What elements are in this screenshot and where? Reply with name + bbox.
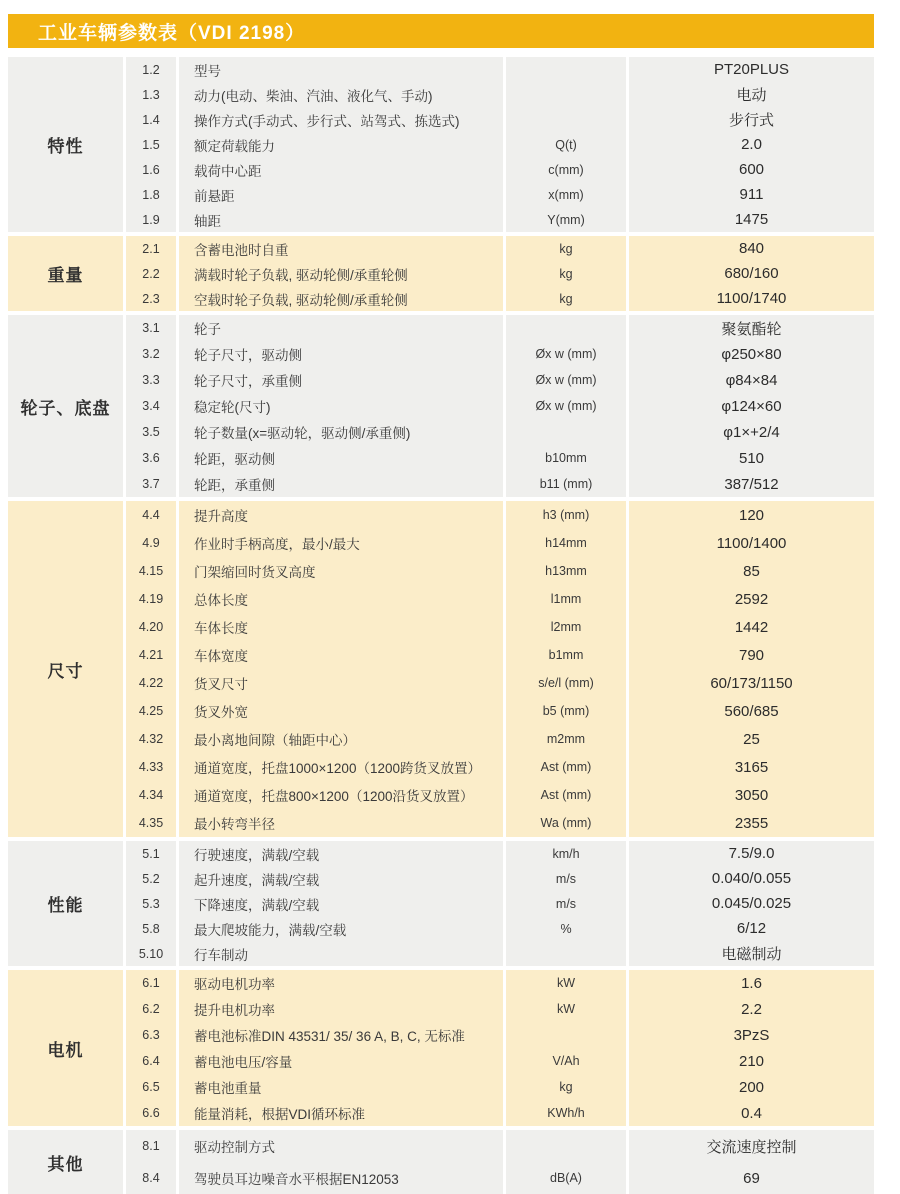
param-desc-cell: 通道宽度，托盘800×1200（1200沿货叉放置） — [194, 789, 474, 804]
param-unit-cell — [506, 82, 626, 107]
param-number-cell: 4.15 — [138, 564, 164, 578]
param-number-cell: 2.1 — [142, 241, 160, 256]
param-value-cell: 1.6 — [741, 974, 762, 992]
section-label: 性能 — [47, 896, 84, 915]
param-desc-cell: 行驶速度，满载/空载 — [194, 847, 320, 863]
param-desc-cell: 最小离地间隙（轴距中心） — [194, 733, 356, 748]
param-unit-column — [506, 841, 626, 966]
param-number-cell: 4.4 — [142, 508, 160, 522]
param-desc-column — [179, 970, 503, 1126]
section-characteristics — [8, 57, 874, 232]
param-number-cell: 6.6 — [142, 1106, 160, 1120]
param-number-cell: 6.2 — [142, 1002, 160, 1016]
param-number-cell: 3.2 — [142, 347, 160, 361]
param-value-column — [629, 970, 874, 1126]
param-unit-column — [506, 236, 626, 311]
param-value-cell: 0.040/0.055 — [711, 870, 792, 887]
param-desc-cell: 蓄电池标准DIN 43531/ 35/ 36 A, B, C, 无标准 — [194, 1029, 465, 1044]
param-value-cell: 200 — [738, 1078, 765, 1096]
param-desc-cell: 门架缩回时货叉高度 — [194, 565, 316, 580]
param-unit-cell: h14mm — [545, 536, 587, 550]
param-unit-cell — [506, 941, 626, 966]
spec-sheet-page — [0, 14, 900, 1191]
param-number-column — [126, 315, 176, 497]
param-desc-cell: 轮子数量(x=驱动轮，驱动侧/承重侧) — [194, 426, 411, 441]
param-value-cell: 步行式 — [728, 112, 774, 129]
param-unit-cell: l2mm — [550, 620, 582, 634]
param-value-cell: 85 — [743, 562, 760, 580]
param-number-cell: 3.4 — [142, 399, 160, 413]
param-desc-cell: 车体长度 — [194, 621, 248, 636]
param-number-cell: 5.8 — [142, 921, 160, 936]
section-label: 其他 — [47, 1154, 84, 1174]
param-value-cell: 790 — [738, 646, 765, 664]
param-desc-cell: 稳定轮(尺寸) — [194, 400, 271, 415]
param-desc-cell: 驱动电机功率 — [194, 977, 275, 992]
param-unit-cell: b10mm — [545, 451, 587, 465]
param-number-cell: 1.2 — [142, 62, 160, 77]
param-number-cell: 5.2 — [142, 871, 160, 886]
param-unit-cell — [506, 57, 626, 82]
param-desc-column — [179, 1130, 503, 1194]
param-number-cell: 1.3 — [142, 87, 160, 102]
param-unit-cell: l1mm — [550, 592, 582, 606]
param-unit-cell — [506, 419, 626, 445]
section-label: 重量 — [47, 266, 84, 285]
param-value-cell: 2592 — [734, 590, 769, 608]
param-number-column — [126, 57, 176, 232]
section-label-cell — [8, 57, 123, 232]
param-desc-cell: 轮子尺寸，驱动侧 — [194, 348, 302, 363]
param-unit-cell: Ast (mm) — [540, 760, 592, 774]
section-label-cell — [8, 970, 123, 1126]
param-value-column — [629, 501, 874, 837]
param-value-cell: 6/12 — [736, 920, 767, 937]
param-value-column — [629, 841, 874, 966]
param-desc-column — [179, 315, 503, 497]
param-unit-cell: b5 (mm) — [542, 704, 590, 718]
param-number-cell: 5.3 — [142, 896, 160, 911]
param-value-cell: 210 — [738, 1052, 765, 1070]
param-unit-cell: b11 (mm) — [539, 477, 593, 491]
param-desc-cell: 货叉尺寸 — [194, 677, 248, 692]
param-value-cell: φ1×+2/4 — [723, 423, 780, 441]
param-number-cell: 4.32 — [138, 732, 164, 746]
param-number-cell: 4.20 — [138, 620, 164, 634]
param-unit-cell: Q(t) — [555, 137, 577, 152]
param-value-column — [629, 57, 874, 232]
param-value-cell: φ84×84 — [725, 371, 778, 389]
param-value-column — [629, 236, 874, 311]
param-unit-cell — [506, 1022, 626, 1048]
param-number-cell: 3.1 — [142, 321, 160, 335]
param-desc-cell: 通道宽度，托盘1000×1200（1200跨货叉放置） — [194, 761, 481, 776]
param-number-cell: 1.4 — [142, 112, 160, 127]
param-unit-column — [506, 57, 626, 232]
param-unit-cell: kg — [559, 291, 573, 306]
param-number-cell: 2.2 — [142, 266, 160, 281]
param-desc-cell: 满载时轮子负载, 驱动轮侧/承重轮侧 — [194, 267, 408, 283]
param-desc-column — [179, 236, 503, 311]
param-value-cell: 600 — [738, 161, 765, 178]
param-value-cell: 2.0 — [741, 136, 762, 153]
param-value-cell: 911 — [739, 186, 764, 203]
section-label: 电机 — [47, 1040, 84, 1060]
section-label-cell — [8, 841, 123, 966]
param-unit-cell: s/e/l (mm) — [538, 676, 594, 690]
param-value-column — [629, 315, 874, 497]
param-unit-cell: Ast (mm) — [540, 788, 592, 802]
param-desc-cell: 空载时轮子负载, 驱动轮侧/承重轮侧 — [194, 292, 408, 308]
param-value-cell: 510 — [738, 449, 765, 467]
param-desc-cell: 轮子 — [194, 322, 221, 337]
param-number-cell: 1.5 — [142, 137, 160, 152]
param-value-cell: 69 — [743, 1169, 760, 1187]
param-unit-cell: kg — [559, 266, 573, 281]
param-desc-cell: 行车制动 — [194, 947, 248, 963]
param-desc-cell: 最大爬坡能力，满载/空载 — [194, 922, 347, 938]
page-title: 工业车辆参数表（VDI 2198） — [8, 14, 874, 48]
param-value-cell: 60/173/1150 — [710, 674, 793, 692]
param-desc-column — [179, 841, 503, 966]
param-unit-cell: dB(A) — [550, 1171, 582, 1185]
param-desc-cell: 蓄电池电压/容量 — [194, 1055, 293, 1070]
param-number-cell: 1.9 — [142, 212, 160, 227]
param-number-cell: 4.21 — [138, 648, 164, 662]
param-value-cell: 3PzS — [733, 1026, 770, 1044]
param-desc-cell: 轮距，驱动侧 — [194, 452, 275, 467]
param-number-cell: 4.34 — [138, 788, 164, 802]
param-desc-cell: 额定荷载能力 — [194, 138, 275, 154]
param-desc-cell: 最小转弯半径 — [194, 817, 275, 832]
param-desc-cell: 含蓄电池时自重 — [194, 242, 289, 258]
param-desc-cell: 提升高度 — [194, 509, 248, 524]
section-wheels-chassis — [8, 315, 874, 497]
param-number-cell: 6.4 — [142, 1054, 160, 1068]
param-value-cell: 2355 — [734, 814, 769, 832]
param-unit-cell: kW — [556, 976, 576, 990]
param-number-cell: 3.6 — [142, 451, 160, 465]
param-number-column — [126, 1130, 176, 1194]
section-label-cell — [8, 501, 123, 837]
param-value-cell: 聚氨酯轮 — [721, 320, 782, 338]
param-number-cell: 6.1 — [142, 976, 160, 990]
section-label-cell — [8, 236, 123, 311]
param-unit-cell: x(mm) — [548, 187, 584, 202]
param-value-cell: 560/685 — [724, 702, 779, 720]
section-performance — [8, 841, 874, 966]
param-desc-cell: 车体宽度 — [194, 649, 248, 664]
param-unit-cell: kW — [556, 1002, 576, 1016]
param-number-cell: 1.6 — [142, 162, 160, 177]
param-number-cell: 3.5 — [142, 425, 160, 439]
param-desc-cell: 提升电机功率 — [194, 1003, 275, 1018]
param-value-column — [629, 1130, 874, 1194]
section-dimensions — [8, 501, 874, 837]
param-desc-cell: 型号 — [194, 63, 221, 79]
param-value-cell: 3165 — [734, 758, 769, 776]
param-desc-cell: 操作方式(手动式、步行式、站驾式、拣选式) — [194, 113, 460, 129]
param-unit-cell: m2mm — [546, 732, 586, 746]
param-number-column — [126, 970, 176, 1126]
section-weight — [8, 236, 874, 311]
param-number-cell: 8.4 — [142, 1171, 160, 1185]
param-desc-cell: 下降速度，满载/空载 — [194, 897, 320, 913]
param-number-cell: 4.22 — [138, 676, 164, 690]
param-unit-cell: Y(mm) — [547, 212, 585, 227]
param-unit-cell: Øx w (mm) — [535, 399, 597, 413]
param-number-column — [126, 841, 176, 966]
param-number-cell: 4.9 — [142, 536, 160, 550]
param-value-cell: 1100/1740 — [716, 290, 787, 307]
param-value-cell: PT20PLUS — [713, 61, 790, 78]
section-other — [8, 1130, 874, 1194]
param-unit-cell: m/s — [555, 871, 577, 886]
param-unit-cell: kg — [559, 1080, 573, 1094]
param-number-cell: 4.33 — [138, 760, 164, 774]
param-value-cell: 680/160 — [724, 265, 779, 282]
param-desc-cell: 载荷中心距 — [194, 163, 262, 179]
param-value-cell: 电磁制动 — [721, 946, 782, 963]
param-unit-cell: KWh/h — [547, 1106, 585, 1120]
param-value-cell: φ250×80 — [721, 345, 782, 363]
param-unit-column — [506, 1130, 626, 1194]
param-desc-cell: 轴距 — [194, 213, 221, 229]
param-number-cell: 4.25 — [138, 704, 164, 718]
param-unit-cell: h13mm — [545, 564, 587, 578]
param-unit-cell: b1mm — [548, 648, 584, 662]
param-number-cell: 3.7 — [142, 477, 160, 491]
param-number-cell: 3.3 — [142, 373, 160, 387]
param-value-cell: φ124×60 — [721, 397, 782, 415]
param-desc-cell: 轮距，承重侧 — [194, 478, 275, 493]
param-desc-cell: 轮子尺寸，承重侧 — [194, 374, 302, 389]
param-number-cell: 6.3 — [142, 1028, 160, 1042]
param-value-cell: 0.4 — [741, 1104, 762, 1122]
param-unit-cell — [506, 1130, 626, 1162]
section-label: 尺寸 — [47, 661, 84, 681]
param-number-column — [126, 501, 176, 837]
param-desc-cell: 总体长度 — [194, 593, 248, 608]
param-desc-cell: 驱动控制方式 — [194, 1140, 275, 1155]
param-desc-cell: 动力(电动、柴油、汽油、液化气、手动) — [194, 88, 433, 104]
param-value-cell: 电动 — [736, 87, 767, 104]
section-label-cell — [8, 315, 123, 497]
section-label-cell — [8, 1130, 123, 1194]
param-desc-cell: 起升速度，满载/空载 — [194, 872, 320, 888]
param-number-cell: 8.1 — [142, 1139, 160, 1153]
param-desc-cell: 前悬距 — [194, 188, 235, 204]
param-value-cell: 1475 — [734, 211, 769, 228]
section-motor — [8, 970, 874, 1126]
param-value-cell: 1100/1400 — [716, 534, 787, 552]
param-value-cell: 0.045/0.025 — [711, 895, 792, 912]
param-desc-cell: 货叉外宽 — [194, 705, 248, 720]
param-number-cell: 4.35 — [138, 816, 164, 830]
param-desc-cell: 驾驶员耳边噪音水平根据EN12053 — [194, 1172, 399, 1187]
param-number-cell: 5.10 — [138, 946, 164, 961]
param-unit-cell — [506, 107, 626, 132]
param-unit-cell: Wa (mm) — [540, 816, 592, 830]
param-number-cell: 1.8 — [142, 187, 160, 202]
param-unit-cell: m/s — [555, 896, 577, 911]
param-desc-cell: 作业时手柄高度，最小/最大 — [194, 537, 360, 552]
param-number-cell: 6.5 — [142, 1080, 160, 1094]
param-value-cell: 交流速度控制 — [706, 1138, 797, 1156]
param-unit-cell: km/h — [552, 846, 580, 861]
param-number-cell: 5.1 — [142, 846, 160, 861]
param-number-cell: 4.19 — [138, 592, 164, 606]
param-number-column — [126, 236, 176, 311]
param-unit-column — [506, 501, 626, 837]
param-value-cell: 840 — [738, 240, 765, 257]
param-value-cell: 2.2 — [741, 1000, 762, 1018]
param-unit-cell: % — [560, 921, 572, 936]
param-value-cell: 120 — [738, 506, 765, 524]
param-desc-column — [179, 501, 503, 837]
param-unit-cell: Øx w (mm) — [535, 347, 597, 361]
param-unit-cell: c(mm) — [548, 162, 584, 177]
parameter-table — [8, 57, 874, 1194]
param-number-cell: 2.3 — [142, 291, 160, 306]
param-value-cell: 387/512 — [724, 475, 779, 493]
param-unit-cell: kg — [559, 241, 573, 256]
param-unit-cell: V/Ah — [552, 1054, 580, 1068]
param-unit-cell: Øx w (mm) — [535, 373, 597, 387]
section-label: 轮子、底盘 — [20, 398, 111, 418]
param-unit-cell: h3 (mm) — [542, 508, 590, 522]
param-value-cell: 7.5/9.0 — [728, 845, 775, 862]
param-value-cell: 1442 — [734, 618, 769, 636]
param-unit-cell — [506, 315, 626, 341]
param-value-cell: 25 — [743, 730, 760, 748]
param-unit-column — [506, 315, 626, 497]
section-label: 特性 — [47, 137, 84, 156]
param-value-cell: 3050 — [734, 786, 769, 804]
param-desc-column — [179, 57, 503, 232]
param-desc-cell: 蓄电池重量 — [194, 1081, 262, 1096]
param-desc-cell: 能量消耗，根据VDI循环标准 — [194, 1107, 366, 1122]
param-unit-column — [506, 970, 626, 1126]
